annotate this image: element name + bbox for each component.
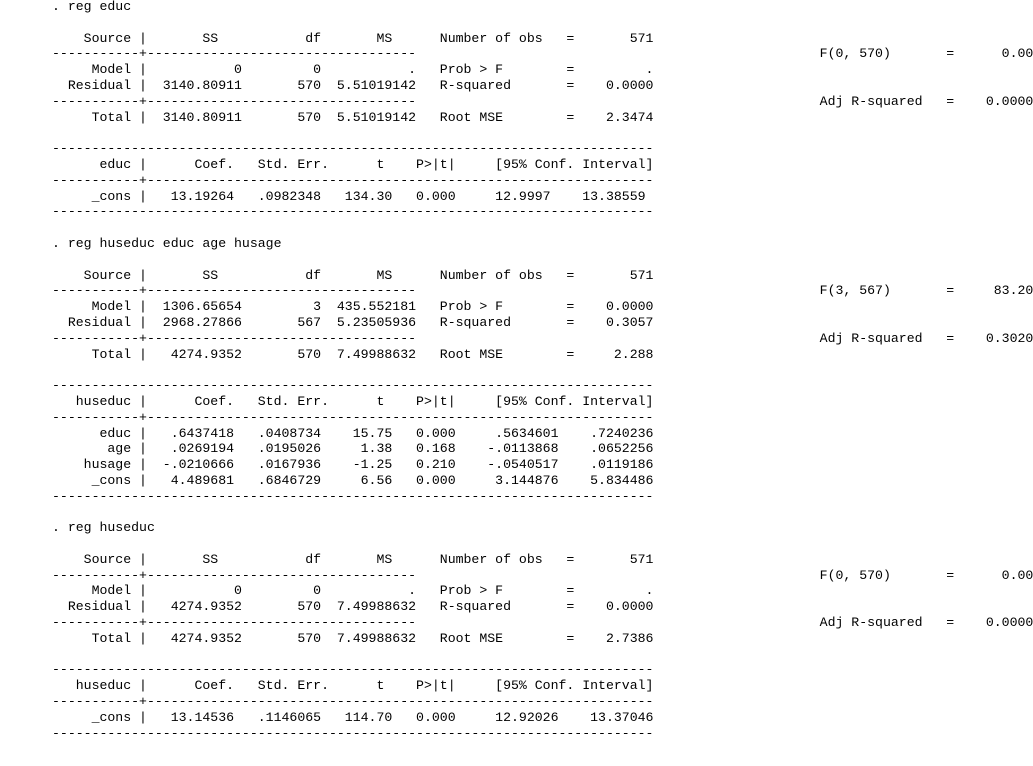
anova-total-row: Total | 3140.80911 570 5.51019142 Root MSE = 2.3474 bbox=[52, 109, 654, 125]
separator: ---------------------------------------------------------------------------- bbox=[52, 488, 654, 504]
anova-header: Source | SS df MS Number of obs = 571 bbox=[52, 551, 654, 567]
command-line: . reg huseduc educ age husage bbox=[52, 235, 282, 251]
separator: -----------+---------------------------------- bbox=[52, 93, 417, 109]
coef-row: age | .0269194 .0195026 1.38 0.168 -.0113868 .0652256 bbox=[52, 441, 654, 457]
separator: -----------+---------------------------------------------------------------- bbox=[52, 409, 654, 425]
anova-header: Source | SS df MS Number of obs = 571 bbox=[52, 267, 654, 283]
separator: -----------+---------------------------------- bbox=[52, 567, 417, 583]
stata-results-output bbox=[52, 0, 1033, 741]
adj-r-squared: Adj R-squared = 0.3020 bbox=[416, 330, 1033, 346]
anova-residual-row: Residual | 3140.80911 570 5.51019142 R-squared = 0.0000 bbox=[52, 77, 654, 93]
separator: ---------------------------------------------------------------------------- bbox=[52, 204, 654, 220]
coef-row: husage | -.0210666 .0167936 -1.25 0.210 -.0540517 .0119186 bbox=[52, 457, 654, 473]
separator: ---------------------------------------------------------------------------- bbox=[52, 378, 654, 394]
anova-total-row: Total | 4274.9352 570 7.49988632 Root MSE = 2.288 bbox=[52, 346, 654, 362]
separator: ---------------------------------------------------------------------------- bbox=[52, 141, 654, 157]
coef-table-header: educ | Coef. Std. Err. t P>|t| [95% Conf. Interval] bbox=[52, 156, 654, 172]
coef-table-header: huseduc | Coef. Std. Err. t P>|t| [95% Conf. Interval] bbox=[52, 393, 654, 409]
anova-model-row: Model | 0 0 . Prob > F = . bbox=[52, 62, 654, 78]
coef-table-header: huseduc | Coef. Std. Err. t P>|t| [95% Conf. Interval] bbox=[52, 678, 654, 694]
anova-residual-row: Residual | 2968.27866 567 5.23505936 R-squared = 0.3057 bbox=[52, 314, 654, 330]
separator: -----------+---------------------------------- bbox=[52, 46, 417, 62]
f-statistic: F(0, 570) = 0.00 bbox=[416, 46, 1033, 62]
separator: -----------+---------------------------------- bbox=[52, 330, 417, 346]
f-statistic: F(0, 570) = 0.00 bbox=[416, 567, 1033, 583]
separator: -----------+---------------------------------------------------------------- bbox=[52, 172, 654, 188]
command-line: . reg huseduc bbox=[52, 520, 155, 536]
coef-row: _cons | 13.14536 .1146065 114.70 0.000 12.92026 13.37046 bbox=[52, 709, 654, 725]
separator: -----------+---------------------------------- bbox=[52, 615, 417, 631]
coef-row: _cons | 13.19264 .0982348 134.30 0.000 12.9997 13.38559 bbox=[52, 188, 646, 204]
anova-model-row: Model | 1306.65654 3 435.552181 Prob > F = 0.0000 bbox=[52, 299, 654, 315]
command-line: . reg educ bbox=[52, 0, 132, 14]
separator: -----------+---------------------------------- bbox=[52, 283, 417, 299]
coef-row: _cons | 4.489681 .6846729 6.56 0.000 3.144876 5.834486 bbox=[52, 472, 654, 488]
separator: ---------------------------------------------------------------------------- bbox=[52, 662, 654, 678]
anova-model-row: Model | 0 0 . Prob > F = . bbox=[52, 583, 654, 599]
separator: -----------+---------------------------------------------------------------- bbox=[52, 694, 654, 710]
anova-total-row: Total | 4274.9352 570 7.49988632 Root MSE = 2.7386 bbox=[52, 630, 654, 646]
anova-header: Source | SS df MS Number of obs = 571 bbox=[52, 30, 654, 46]
adj-r-squared: Adj R-squared = 0.0000 bbox=[416, 93, 1033, 109]
adj-r-squared: Adj R-squared = 0.0000 bbox=[416, 615, 1033, 631]
f-statistic: F(3, 567) = 83.20 bbox=[416, 283, 1033, 299]
separator: ---------------------------------------------------------------------------- bbox=[52, 725, 654, 741]
anova-residual-row: Residual | 4274.9352 570 7.49988632 R-squared = 0.0000 bbox=[52, 599, 654, 615]
coef-row: educ | .6437418 .0408734 15.75 0.000 .5634601 .7240236 bbox=[52, 425, 654, 441]
